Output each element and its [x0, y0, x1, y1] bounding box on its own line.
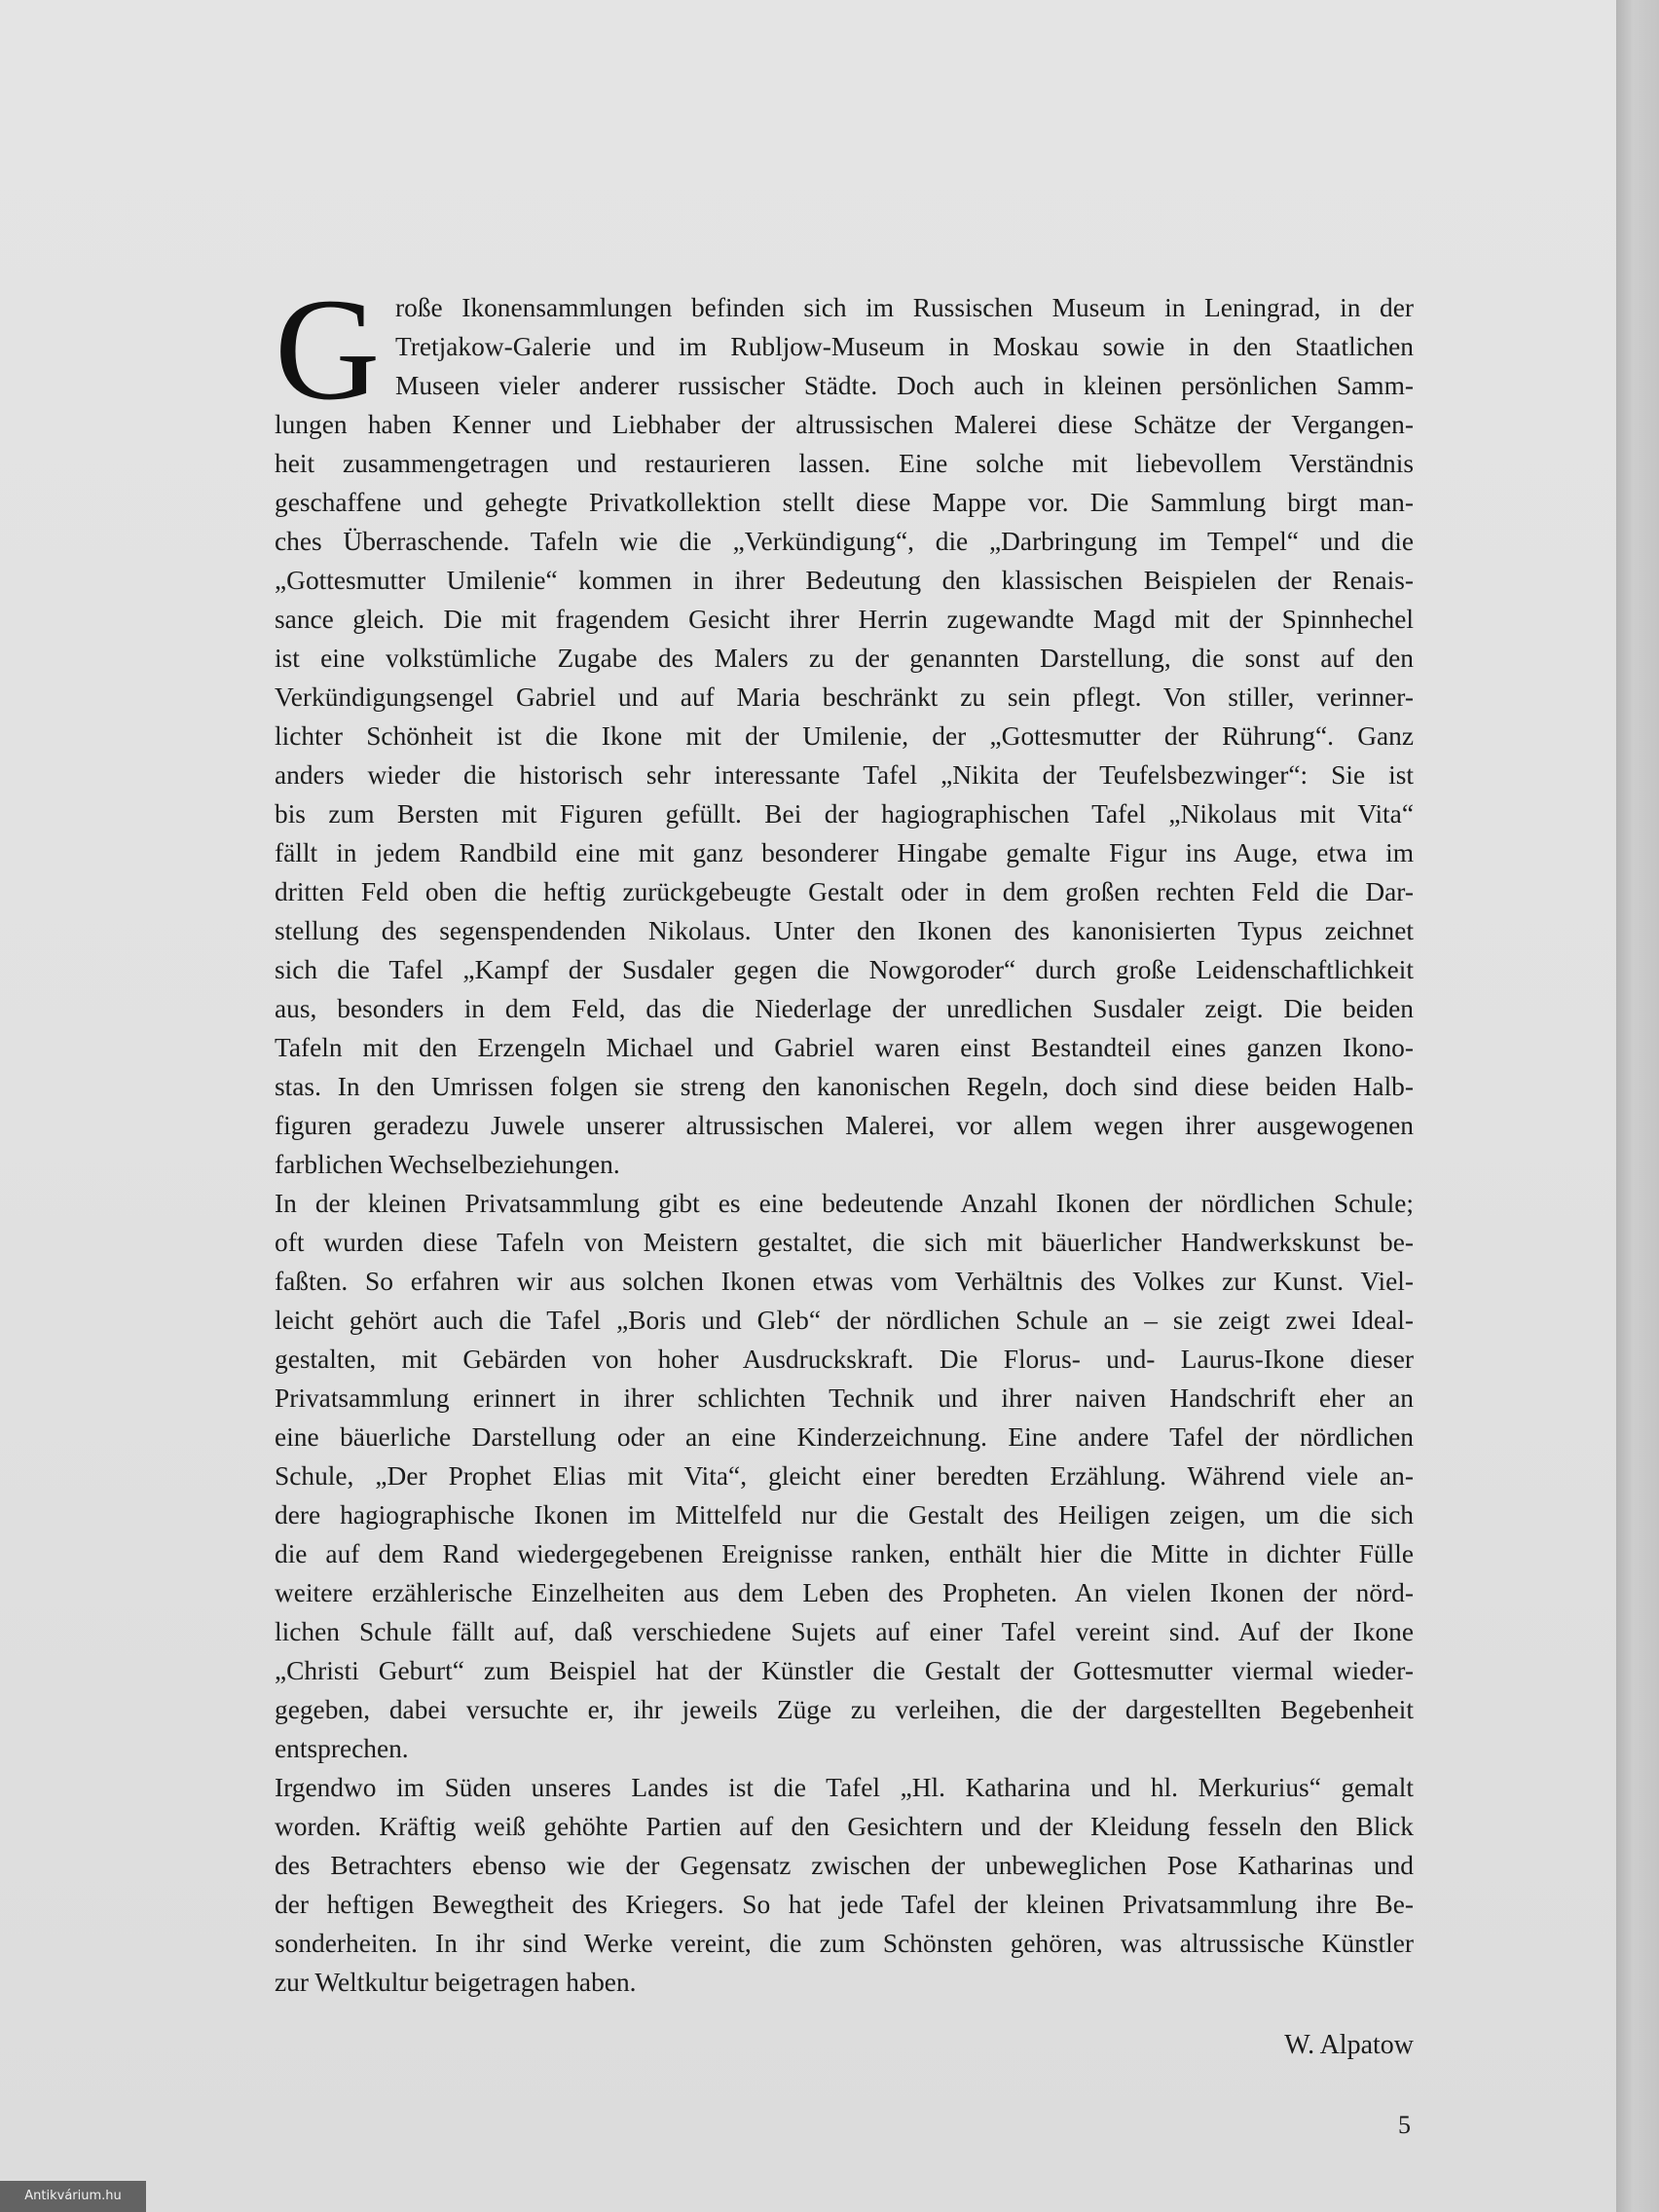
- author-signature: W. Alpatow: [1284, 2030, 1414, 2060]
- text-line: roße Ikonensammlungen befinden sich im Russischen Museum in Leningrad, in der: [395, 293, 1414, 322]
- watermark-label: Antikvárium.hu: [0, 2181, 146, 2212]
- text-line: sich die Tafel „Kampf der Susdaler gegen die Nowgoroder“ durch große Leidenschaftlichkeit: [275, 955, 1414, 984]
- text-line: lichter Schönheit ist die Ikone mit der Umilenie, der „Gottesmutter der Rührung“. Ganz: [275, 721, 1414, 751]
- text-line: dritten Feld oben die heftig zurückgebeugte Gestalt oder in dem großen rechten Feld die Dar-: [275, 877, 1414, 906]
- text-line: ist eine volkstümliche Zugabe des Malers zu der genannten Darstellung, die sonst auf den: [275, 644, 1414, 673]
- text-line: anders wieder die historisch sehr interessante Tafel „Nikita der Teufelsbezwinger“: Sie ist: [275, 760, 1414, 790]
- text-line: heit zusammengetragen und restaurieren lassen. Eine solche mit liebevollem Verständnis: [275, 449, 1414, 478]
- text-line: In der kleinen Privatsammlung gibt es eine bedeutende Anzahl Ikonen der nördlichen Schule;: [275, 1189, 1414, 1218]
- text-line: zur Weltkultur beigetragen haben.: [275, 1968, 637, 1997]
- text-line: Tafeln mit den Erzengeln Michael und Gabriel waren einst Bestandteil eines ganzen Ikono-: [275, 1033, 1414, 1062]
- text-line: farblichen Wechselbeziehungen.: [275, 1150, 620, 1179]
- text-line: Privatsammlung erinnert in ihrer schlichten Technik und ihrer naiven Handschrift eher an: [275, 1383, 1414, 1413]
- text-line: der heftigen Bewegtheit des Kriegers. So hat jede Tafel der kleinen Privatsammlung ihre Be-: [275, 1890, 1414, 1919]
- page-edge-shadow: [1616, 0, 1659, 2212]
- text-line: oft wurden diese Tafeln von Meistern gestaltet, die sich mit bäuerlicher Handwerkskunst be-: [275, 1228, 1414, 1257]
- text-line: lichen Schule fällt auf, daß verschiedene Sujets auf einer Tafel vereint sind. Auf der Ikone: [275, 1617, 1414, 1646]
- article-text: [275, 288, 1414, 2002]
- text-line: figuren geradezu Juwele unserer altrussischen Malerei, vor allem wegen ihrer ausgewogenen: [275, 1111, 1414, 1140]
- text-line: dere hagiographische Ikonen im Mittelfeld nur die Gestalt des Heiligen zeigen, um die sich: [275, 1500, 1414, 1530]
- text-line: gegeben, dabei versuchte er, ihr jeweils Züge zu verleihen, die der dargestellten Begebenheit: [275, 1695, 1414, 1724]
- text-line: worden. Kräftig weiß gehöhte Partien auf den Gesichtern und der Kleidung fesseln den Blick: [275, 1812, 1414, 1841]
- text-line: Schule, „Der Prophet Elias mit Vita“, gleicht einer beredten Erzählung. Während viele an-: [275, 1461, 1414, 1491]
- text-line: Verkündigungsengel Gabriel und auf Maria beschränkt zu sein pflegt. Von stiller, verinner-: [275, 682, 1414, 712]
- text-line: entsprechen.: [275, 1734, 409, 1763]
- text-line: lungen haben Kenner und Liebhaber der altrussischen Malerei diese Schätze der Vergangen-: [275, 410, 1414, 439]
- text-line: stellung des segenspendenden Nikolaus. Unter den Ikonen des kanonisierten Typus zeichnet: [275, 916, 1414, 945]
- text-line: des Betrachters ebenso wie der Gegensatz zwischen der unbeweglichen Pose Katharinas und: [275, 1851, 1414, 1880]
- page-number: 5: [1398, 2111, 1411, 2139]
- text-line: Irgendwo im Süden unseres Landes ist die Tafel „Hl. Katharina und hl. Merkurius“ gemalt: [275, 1773, 1414, 1802]
- text-line: fällt in jedem Randbild eine mit ganz besonderer Hingabe gemalte Figur ins Auge, etwa im: [275, 838, 1414, 867]
- text-line: geschaffene und gehegte Privatkollektion stellt diese Mappe vor. Die Sammlung birgt man-: [275, 488, 1414, 517]
- text-line: aus, besonders in dem Feld, das die Niederlage der unredlichen Susdaler zeigt. Die beiden: [275, 994, 1414, 1023]
- text-line: gestalten, mit Gebärden von hoher Ausdruckskraft. Die Florus- und- Laurus-Ikone dieser: [275, 1345, 1414, 1374]
- text-line: stas. In den Umrissen folgen sie streng den kanonischen Regeln, doch sind diese beiden Halb-: [275, 1072, 1414, 1101]
- text-line: sance gleich. Die mit fragendem Gesicht ihrer Herrin zugewandte Magd mit der Spinnhechel: [275, 605, 1414, 634]
- text-line: die auf dem Rand wiedergegebenen Ereignisse ranken, enthält hier die Mitte in dichter Fülle: [275, 1539, 1414, 1568]
- drop-cap: G: [275, 269, 381, 430]
- text-line: Museen vieler anderer russischer Städte. Doch auch in kleinen persönlichen Samm-: [395, 371, 1414, 400]
- text-line: „Christi Geburt“ zum Beispiel hat der Künstler die Gestalt der Gottesmutter viermal wieder-: [275, 1656, 1414, 1685]
- text-line: „Gottesmutter Umilenie“ kommen in ihrer Bedeutung den klassischen Beispielen der Renais-: [275, 566, 1414, 595]
- text-line: sonderheiten. In ihr sind Werke vereint, die zum Schönsten gehören, was altrussische Künstler: [275, 1929, 1414, 1958]
- text-line: bis zum Bersten mit Figuren gefüllt. Bei der hagiographischen Tafel „Nikolaus mit Vita“: [275, 799, 1414, 829]
- text-line: leicht gehört auch die Tafel „Boris und Gleb“ der nördlichen Schule an – sie zeigt zwei Ideal-: [275, 1306, 1414, 1335]
- text-line: eine bäuerliche Darstellung oder an eine Kinderzeichnung. Eine andere Tafel der nördlichen: [275, 1422, 1414, 1452]
- text-line: Tretjakow-Galerie und im Rubljow-Museum in Moskau sowie in den Staatlichen: [395, 332, 1414, 361]
- text-line: faßten. So erfahren wir aus solchen Ikonen etwas vom Verhältnis des Volkes zur Kunst. Viel-: [275, 1267, 1414, 1296]
- text-line: ches Überraschende. Tafeln wie die „Verkündigung“, die „Darbringung im Tempel“ und die: [275, 527, 1414, 556]
- text-line: weitere erzählerische Einzelheiten aus dem Leben des Propheten. An vielen Ikonen der nörd-: [275, 1578, 1414, 1607]
